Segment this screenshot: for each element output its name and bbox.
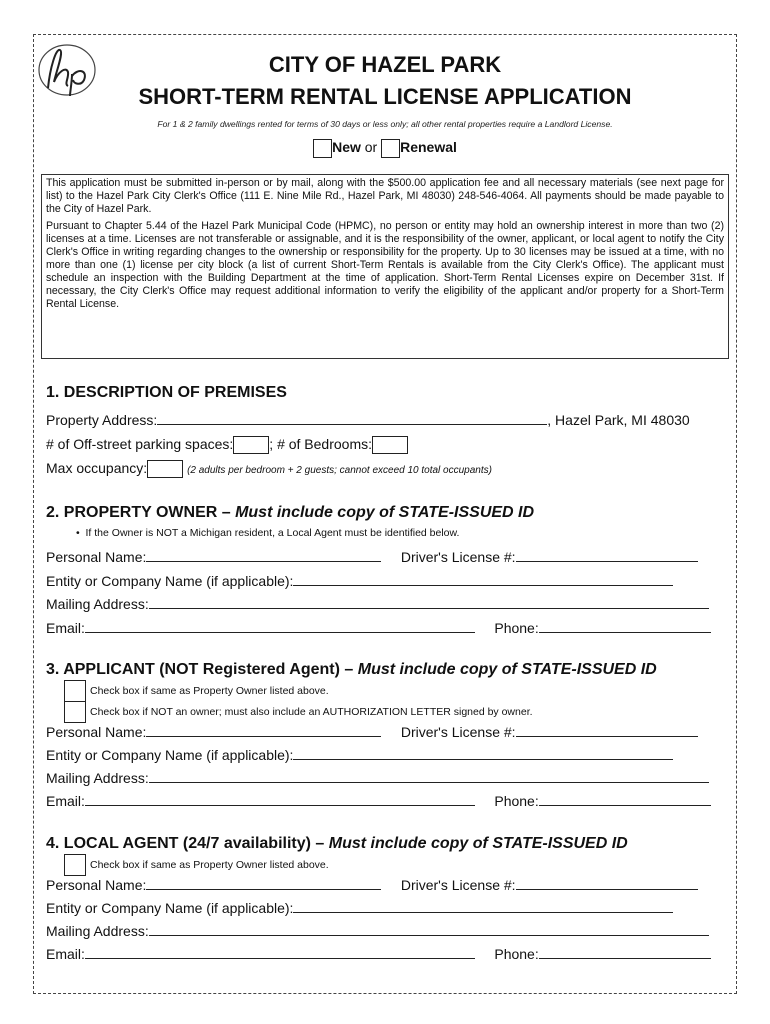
or-label: or: [364, 139, 378, 156]
max-occupancy-field[interactable]: [147, 460, 183, 478]
owner-mailing-row: [46, 596, 709, 612]
owner-dl-label: Driver's License #:: [400, 549, 516, 565]
applicant-same-label: Check box if same as Property Owner listed above.: [90, 684, 329, 697]
info-paragraph-2: Pursuant to Chapter 5.44 of the Hazel Park Municipal Code (HPMC), no person or entity may hold an ownership interest in more than two (2) licenses at a time. Licenses are not transferable or assignable, and it is the responsibility of the owner, applicant, or local agent to notify the City Clerk's Office in writing regarding changes to the ownership or responsibility for the property. Up to 30 licenses may be issued at a time, with no more than one (1) license per city block (a list of current Short-Term Rentals is available from the City Clerk's Office). The applicant must schedule an inspection with the Building Department at the time of application. Short-Term Rental Licenses expire on December 31st. If necessary, the City Clerk's Office may request additional information to verify the eligibility of the applicant and/or property for a Short-Term Rental License.: [46, 220, 724, 310]
applicant-email-field[interactable]: [85, 793, 475, 806]
agent-phone-label: Phone:: [494, 946, 539, 962]
title-line-2: SHORT-TERM RENTAL LICENSE APPLICATION: [138, 84, 632, 109]
agent-entity-label: Entity or Company Name (if applicable):: [46, 900, 294, 916]
parking-label: # of Off-street parking spaces:: [46, 436, 234, 452]
property-address-row: [46, 412, 690, 428]
section-4-heading: [46, 835, 628, 853]
section-3-heading-text: 3. APPLICANT (NOT Registered Agent) –: [46, 661, 358, 678]
owner-personal-name-field[interactable]: [146, 549, 381, 562]
parking-row: [46, 436, 408, 454]
new-label: New: [332, 139, 361, 156]
owner-email-label: Email:: [46, 620, 85, 636]
owner-phone-label: Phone:: [494, 620, 539, 636]
applicant-same-checkbox[interactable]: [64, 680, 86, 702]
section-3-heading-requirement: Must include copy of STATE-ISSUED ID: [357, 661, 657, 678]
agent-dl-field[interactable]: [516, 877, 698, 890]
section-1-heading: 1. DESCRIPTION OF PREMISES: [46, 384, 287, 401]
agent-entity-field[interactable]: [293, 900, 673, 913]
owner-dl-field[interactable]: [516, 549, 698, 562]
city-suffix: , Hazel Park, MI 48030: [547, 412, 690, 428]
agent-email-row: [46, 946, 711, 962]
section-2-heading-requirement: Must include copy of STATE-ISSUED ID: [235, 504, 535, 521]
renewal-label: Renewal: [400, 139, 457, 156]
owner-email-field[interactable]: [85, 620, 475, 633]
applicant-phone-label: Phone:: [494, 793, 539, 809]
agent-personal-name-field[interactable]: [146, 877, 381, 890]
agent-name-row: [46, 877, 698, 893]
bedrooms-field[interactable]: [372, 436, 408, 454]
section-3-heading: [46, 661, 657, 679]
applicant-not-owner-row: [64, 701, 533, 723]
owner-entity-field[interactable]: [293, 573, 673, 586]
agent-same-checkbox[interactable]: [64, 854, 86, 876]
parking-field[interactable]: [233, 436, 269, 454]
bedrooms-label: # of Bedrooms:: [277, 436, 372, 452]
owner-bullet: • If the Owner is NOT a Michigan resident, a Local Agent must be identified below.: [76, 527, 460, 539]
applicant-dl-label: Driver's License #:: [400, 724, 516, 740]
owner-personal-name-label: Personal Name:: [46, 549, 147, 565]
applicant-personal-name-label: Personal Name:: [46, 724, 147, 740]
agent-dl-label: Driver's License #:: [400, 877, 516, 893]
owner-name-row: [46, 549, 698, 565]
occupancy-row: [46, 460, 492, 478]
applicant-mailing-label: Mailing Address:: [46, 770, 149, 786]
agent-phone-field[interactable]: [539, 946, 711, 959]
applicant-mailing-row: [46, 770, 709, 786]
agent-entity-row: [46, 900, 673, 916]
owner-mailing-field[interactable]: [149, 596, 709, 609]
owner-phone-field[interactable]: [539, 620, 711, 633]
applicant-phone-field[interactable]: [539, 793, 711, 806]
owner-entity-label: Entity or Company Name (if applicable):: [46, 573, 294, 589]
applicant-email-row: [46, 793, 711, 809]
applicant-mailing-field[interactable]: [149, 770, 709, 783]
owner-bullet-text: If the Owner is NOT a Michigan resident, a Local Agent must be identified below.: [85, 527, 460, 539]
occupancy-note: (2 adults per bedroom + 2 guests; cannot exceed 10 total occupants): [187, 465, 492, 476]
applicant-email-label: Email:: [46, 793, 85, 809]
section-4-heading-requirement: Must include copy of STATE-ISSUED ID: [328, 835, 628, 852]
renewal-checkbox[interactable]: [381, 139, 400, 158]
applicant-personal-name-field[interactable]: [146, 724, 381, 737]
applicant-entity-row: [46, 747, 673, 763]
new-renewal-row: [0, 139, 770, 158]
applicant-name-row: [46, 724, 698, 740]
agent-same-row: [64, 854, 329, 876]
info-box: [41, 174, 729, 359]
agent-email-label: Email:: [46, 946, 85, 962]
agent-mailing-label: Mailing Address:: [46, 923, 149, 939]
agent-mailing-field[interactable]: [149, 923, 709, 936]
agent-email-field[interactable]: [85, 946, 475, 959]
applicant-entity-label: Entity or Company Name (if applicable):: [46, 747, 294, 763]
max-occupancy-label: Max occupancy:: [46, 460, 148, 476]
new-checkbox[interactable]: [313, 139, 332, 158]
section-2-heading: [46, 504, 534, 522]
applicant-not-owner-label: Check box if NOT an owner; must also include an AUTHORIZATION LETTER signed by owner.: [90, 705, 533, 718]
title-line-1: CITY OF HAZEL PARK: [268, 52, 502, 77]
agent-mailing-row: [46, 923, 709, 939]
property-address-field[interactable]: [157, 412, 547, 425]
agent-same-label: Check box if same as Property Owner listed above.: [90, 858, 329, 871]
info-paragraph-1: This application must be submitted in-person or by mail, along with the $500.00 application fee and all necessary materials (see next page for list) to the Hazel Park City Clerk's Office (111 E. Nine Mile Rd., Hazel Park, MI 48030) 248-546-4064. All payments should be made payable to the City of Hazel Park.: [46, 177, 724, 215]
section-4-heading-text: 4. LOCAL AGENT (24/7 availability) –: [46, 835, 329, 852]
applicant-same-row: [64, 680, 329, 702]
applicant-dl-field[interactable]: [516, 724, 698, 737]
applicant-entity-field[interactable]: [293, 747, 673, 760]
owner-entity-row: [46, 573, 673, 589]
owner-email-row: [46, 620, 711, 636]
applicant-not-owner-checkbox[interactable]: [64, 701, 86, 723]
owner-mailing-label: Mailing Address:: [46, 596, 149, 612]
subtitle: For 1 & 2 family dwellings rented for terms of 30 days or less only; all other rental properties require a Landlord License.: [157, 119, 613, 129]
agent-personal-name-label: Personal Name:: [46, 877, 147, 893]
property-address-label: Property Address:: [46, 412, 158, 428]
section-2-heading-text: 2. PROPERTY OWNER –: [46, 504, 236, 521]
semicolon: ;: [269, 436, 274, 452]
